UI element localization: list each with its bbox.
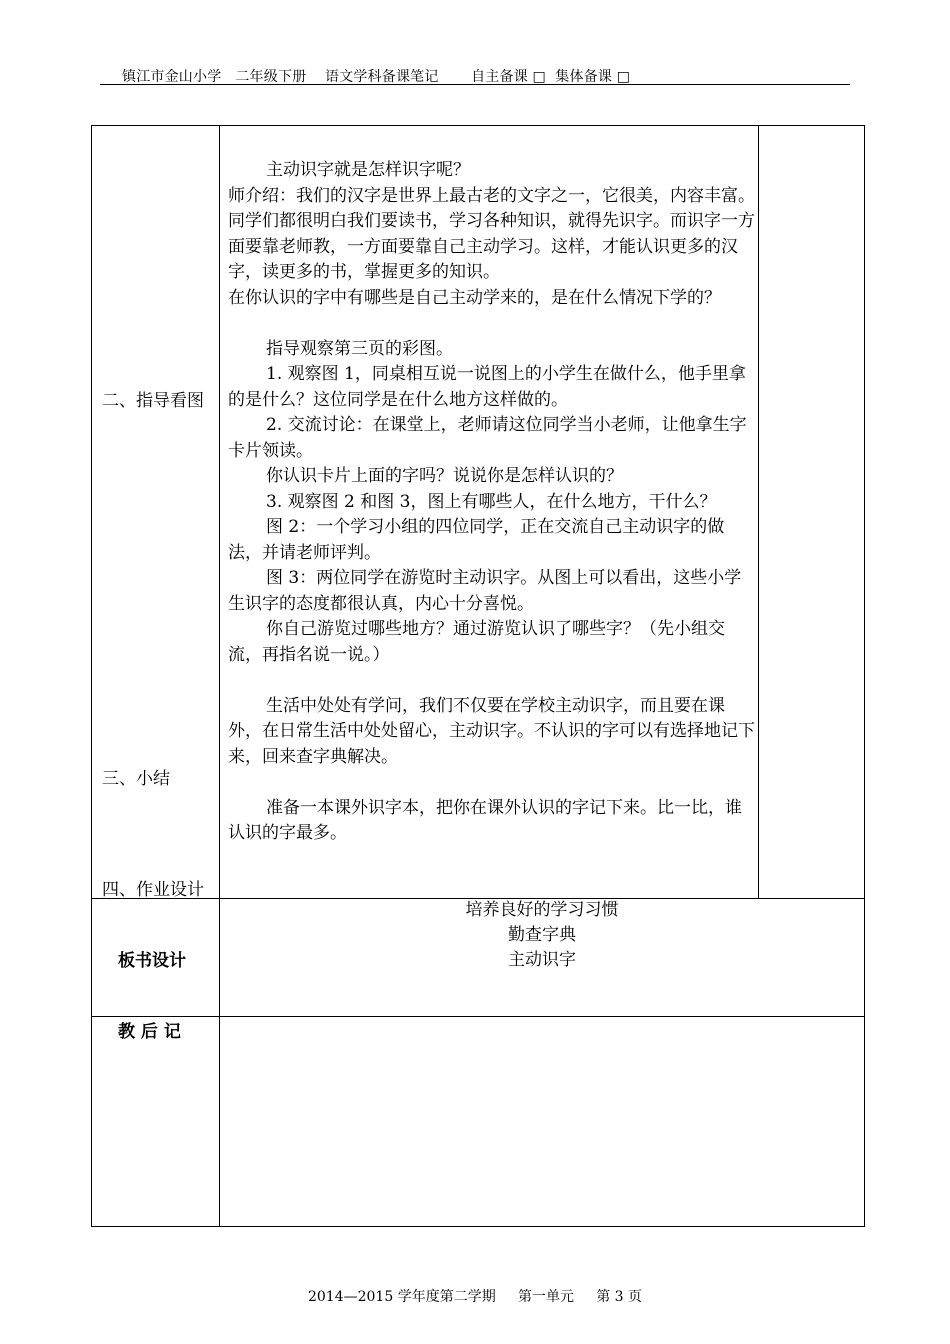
board-design-label: 板书设计 [118, 951, 186, 971]
paragraph: 生活中处处有学问，我们不仅要在学校主动识字，而且要在课外，在日常生活中处处留心，主动识字。不认识的字可以有选择地记下来，回来查字典解决。 [228, 695, 755, 767]
paragraph: 指导观察第三页的彩图。 [266, 338, 453, 359]
paragraph: 你认识卡片上面的字吗？说说你是怎样认识的？ [266, 466, 623, 486]
paragraph: 你自己游览过哪些地方？通过游览认识了哪些字？（先小组交流，再指名说一说。） [228, 619, 725, 665]
lesson-content [228, 158, 758, 847]
section-guide-label: 二、指导看图 [102, 391, 204, 411]
paragraph: 准备一本课外识字本，把你在课外认识的字记下来。比一比，谁认识的字最多。 [228, 797, 742, 843]
page-header: 镇江市金山小学 二年级下册 语文学科备课笔记 自主备课 □ 集体备课 □ [122, 69, 631, 85]
paragraph: 在你认识的字中有哪些是自己主动学来的，是在什么情况下学的？ [228, 287, 721, 308]
paragraph: 1. 观察图 1，同桌相互说一说图上的小学生在做什么，他手里拿的是什么？这位同学是在什么地方这样做的。 [228, 364, 746, 410]
paragraph: 图 3：两位同学在游览时主动识字。从图上可以看出，这些小学生识字的态度都很认真，内心十分喜悦。 [228, 568, 742, 614]
paragraph: 2. 交流讨论：在课堂上，老师请这位同学当小老师，让他拿生字卡片领读。 [228, 415, 747, 461]
afterword-divider [219, 1016, 220, 1227]
paragraph: 师介绍：我们的汉字是世界上最古老的文字之一，它很美，内容丰富。同学们都很明白我们要读书，学习各种知识，就得先识字。而识字一方面要靠老师教，一方面要靠自己主动学习。这样，才能认识更多的汉字，读更多的书，掌握更多的知识。 [228, 185, 755, 282]
board-line: 勤查字典 [508, 925, 576, 945]
page-footer: 2014—2015 学年度第二学期 第一单元 第 3 页 [307, 1289, 643, 1305]
paragraph: 3. 观察图 2 和图 3，图上有哪些人，在什么地方，干什么？ [266, 491, 717, 512]
column-divider-left [219, 125, 220, 899]
board-line: 培养良好的学习习惯 [465, 900, 619, 920]
paragraph: 图 2：一个学习小组的四位同学，正在交流自己主动识字的做法，并请老师评判。 [228, 517, 725, 563]
paragraph: 主动识字就是怎样识字呢？ [266, 160, 470, 180]
board-design-content [220, 898, 864, 973]
afterword-label: 教 后 记 [118, 1022, 181, 1042]
board-line: 主动识字 [508, 950, 576, 970]
section-summary-label: 三、小结 [102, 769, 170, 789]
header-rule [100, 84, 850, 85]
section-homework-label: 四、作业设计 [102, 880, 204, 900]
afterword-table [91, 1016, 865, 1227]
column-divider-right [758, 125, 759, 899]
